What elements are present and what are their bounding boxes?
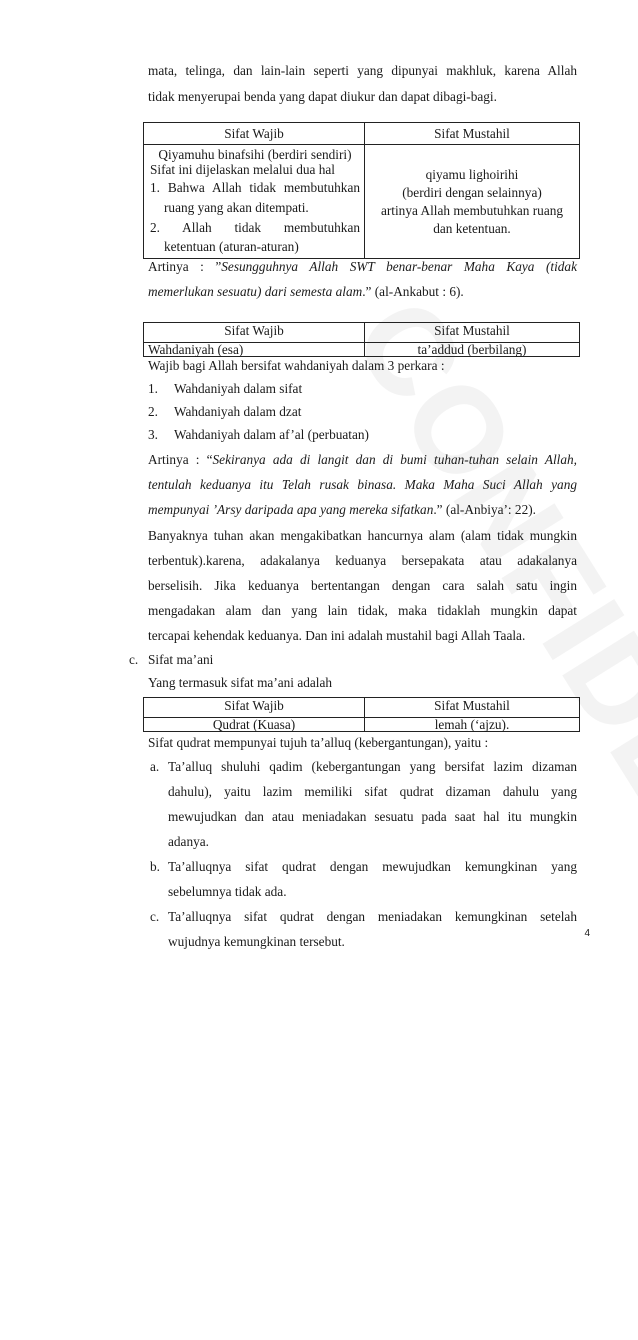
table1-left-line: 1. Bahwa Allah tidak membutuhkan xyxy=(150,180,360,195)
list-item-text: Wahdaniyah dalam af’al (perbuatan) xyxy=(174,427,369,442)
ayat1-prefix: Artinya : ” xyxy=(148,259,222,274)
table1-right-line: (berdiri dengan selainnya) xyxy=(402,184,542,200)
table1-header-mustahil: Sifat Mustahil xyxy=(365,123,580,145)
table3-header-mustahil: Sifat Mustahil xyxy=(365,698,580,718)
qudrat-item-label: c. xyxy=(150,909,160,924)
table2-cell-mustahil: ta’addud (berbilang) xyxy=(365,343,580,357)
ayat2-quote-3: mempunyai ’Arsy daripada apa yang mereka sifatkan xyxy=(148,502,434,517)
intro-line-1: mata, telinga, dan lain-lain seperti yang dipunyai makhluk, karena Allah xyxy=(148,63,577,78)
table1-right-line: dan ketentuan. xyxy=(433,220,511,236)
ayat2-quote-1: Sekiranya ada di langit dan di bumi tuhan-tuhan selain Allah, xyxy=(212,452,577,467)
wahdaniyah-intro: Wajib bagi Allah bersifat wahdaniyah dalam 3 perkara : xyxy=(148,358,445,373)
table2-cell-wajib: Wahdaniyah (esa) xyxy=(144,343,365,357)
qudrat-item-line: Ta’alluqnya sifat qudrat dengan mewujudkan kemungkinan yang xyxy=(168,859,577,874)
ayat2-line-3 xyxy=(148,501,536,519)
table3-header-wajib: Sifat Wajib xyxy=(144,698,365,718)
list-item-number: 3. xyxy=(148,427,158,442)
paragraph-line: berselisih. Jika keduanya bertentangan dengan cara salah satu ingin xyxy=(148,578,577,593)
qudrat-item-label: b. xyxy=(150,859,160,874)
table-wahdaniyah xyxy=(143,322,580,357)
table1-left-line: Qiyamuhu binafsihi (berdiri sendiri) xyxy=(158,147,352,162)
ayat1-quote-2: memerlukan sesuatu) dari semesta alam xyxy=(148,284,363,299)
table3-cell-mustahil: lemah (‘ajzu). xyxy=(365,718,580,732)
list-item xyxy=(148,426,158,444)
ayat1-reference: .” (al-Ankabut : 6). xyxy=(362,284,464,299)
ayat1-quote-1: Sesungguhnya Allah SWT benar-benar Maha Kaya (tidak xyxy=(221,259,577,274)
table1-left-line: ruang yang akan ditempati. xyxy=(164,200,309,215)
qudrat-item-line: Ta’alluq shuluhi qadim (kebergantungan yang bersifat lazim dizaman xyxy=(168,759,577,774)
list-item xyxy=(148,403,158,421)
ayat2-prefix: Artinya : “ xyxy=(148,452,213,467)
ayat2-reference: .” (al-Anbiya’: 22). xyxy=(433,502,536,517)
qudrat-item-label: a. xyxy=(150,759,160,774)
section-c-label: c. xyxy=(129,652,139,667)
ayat1-line-1 xyxy=(148,258,577,276)
table1-right-line: qiyamu lighoirihi xyxy=(425,166,519,182)
qudrat-item-line: dahulu), yaitu lazim memiliki sifat qudrat dizaman dahulu yang xyxy=(168,784,577,799)
table2-header-wajib: Sifat Wajib xyxy=(144,323,365,343)
page-number: 4 xyxy=(584,928,590,939)
list-item-number: 2. xyxy=(148,404,158,419)
table3-cell-wajib: Qudrat (Kuasa) xyxy=(144,718,365,732)
list-item-text: Wahdaniyah dalam sifat xyxy=(174,381,303,396)
ayat1-line-2 xyxy=(148,283,464,301)
intro-line-2: tidak menyerupai benda yang dapat diukur dan dapat dibagi-bagi. xyxy=(148,89,497,104)
qudrat-item-line: adanya. xyxy=(168,834,209,849)
table1-right-line: artinya Allah membutuhkan ruang xyxy=(380,202,564,218)
paragraph-line: Banyaknya tuhan akan mengakibatkan hancurnya alam (alam tidak mungkin xyxy=(148,528,577,543)
qudrat-item-line: sebelumnya tidak ada. xyxy=(168,884,287,899)
table1-left-line: 2. Allah tidak membutuhkan xyxy=(150,220,360,235)
table1-left-line: Sifat ini dijelaskan melalui dua hal xyxy=(150,162,336,177)
list-item-number: 1. xyxy=(148,381,158,396)
paragraph-line: mengadakan alam dan yang lain tidak, maka tidaklah mungkin dapat xyxy=(148,603,577,618)
qudrat-item-line: wujudnya kemungkinan tersebut. xyxy=(168,934,345,949)
qudrat-intro: Sifat qudrat mempunyai tujuh ta’alluq (kebergantungan), yaitu : xyxy=(148,735,489,750)
table1-left-line: ketentuan (aturan-aturan) xyxy=(164,239,299,254)
table-qudrat xyxy=(143,697,580,732)
list-item xyxy=(148,380,158,398)
qudrat-item-line: mewujudkan dan atau meniadakan sesuatu pada saat hal itu mungkin xyxy=(168,809,577,824)
paragraph-line: terbentuk).karena, adakalanya keduanya bersepakata atau adakalanya xyxy=(148,553,577,568)
table1-cell-mustahil xyxy=(365,145,580,259)
list-item-text: Wahdaniyah dalam dzat xyxy=(174,404,302,419)
ayat2-line-1 xyxy=(148,451,577,469)
paragraph-line: tercapai kehendak keduanya. Dan ini adalah mustahil bagi Allah Taala. xyxy=(148,628,526,643)
ayat2-line-2: tentulah keduanya itu Telah rusak binasa. Maka Maha Suci Allah yang xyxy=(148,477,577,492)
table1-cell-wajib xyxy=(144,145,365,259)
table1-header-wajib: Sifat Wajib xyxy=(144,123,365,145)
qudrat-item-line: Ta’alluqnya sifat qudrat dengan meniadakan kemungkinan setelah xyxy=(168,909,577,924)
table-qiyamuhu xyxy=(143,122,580,259)
section-c-intro: Yang termasuk sifat ma’ani adalah xyxy=(148,675,333,690)
table2-header-mustahil: Sifat Mustahil xyxy=(365,323,580,343)
section-c-title: Sifat ma’ani xyxy=(148,652,214,667)
